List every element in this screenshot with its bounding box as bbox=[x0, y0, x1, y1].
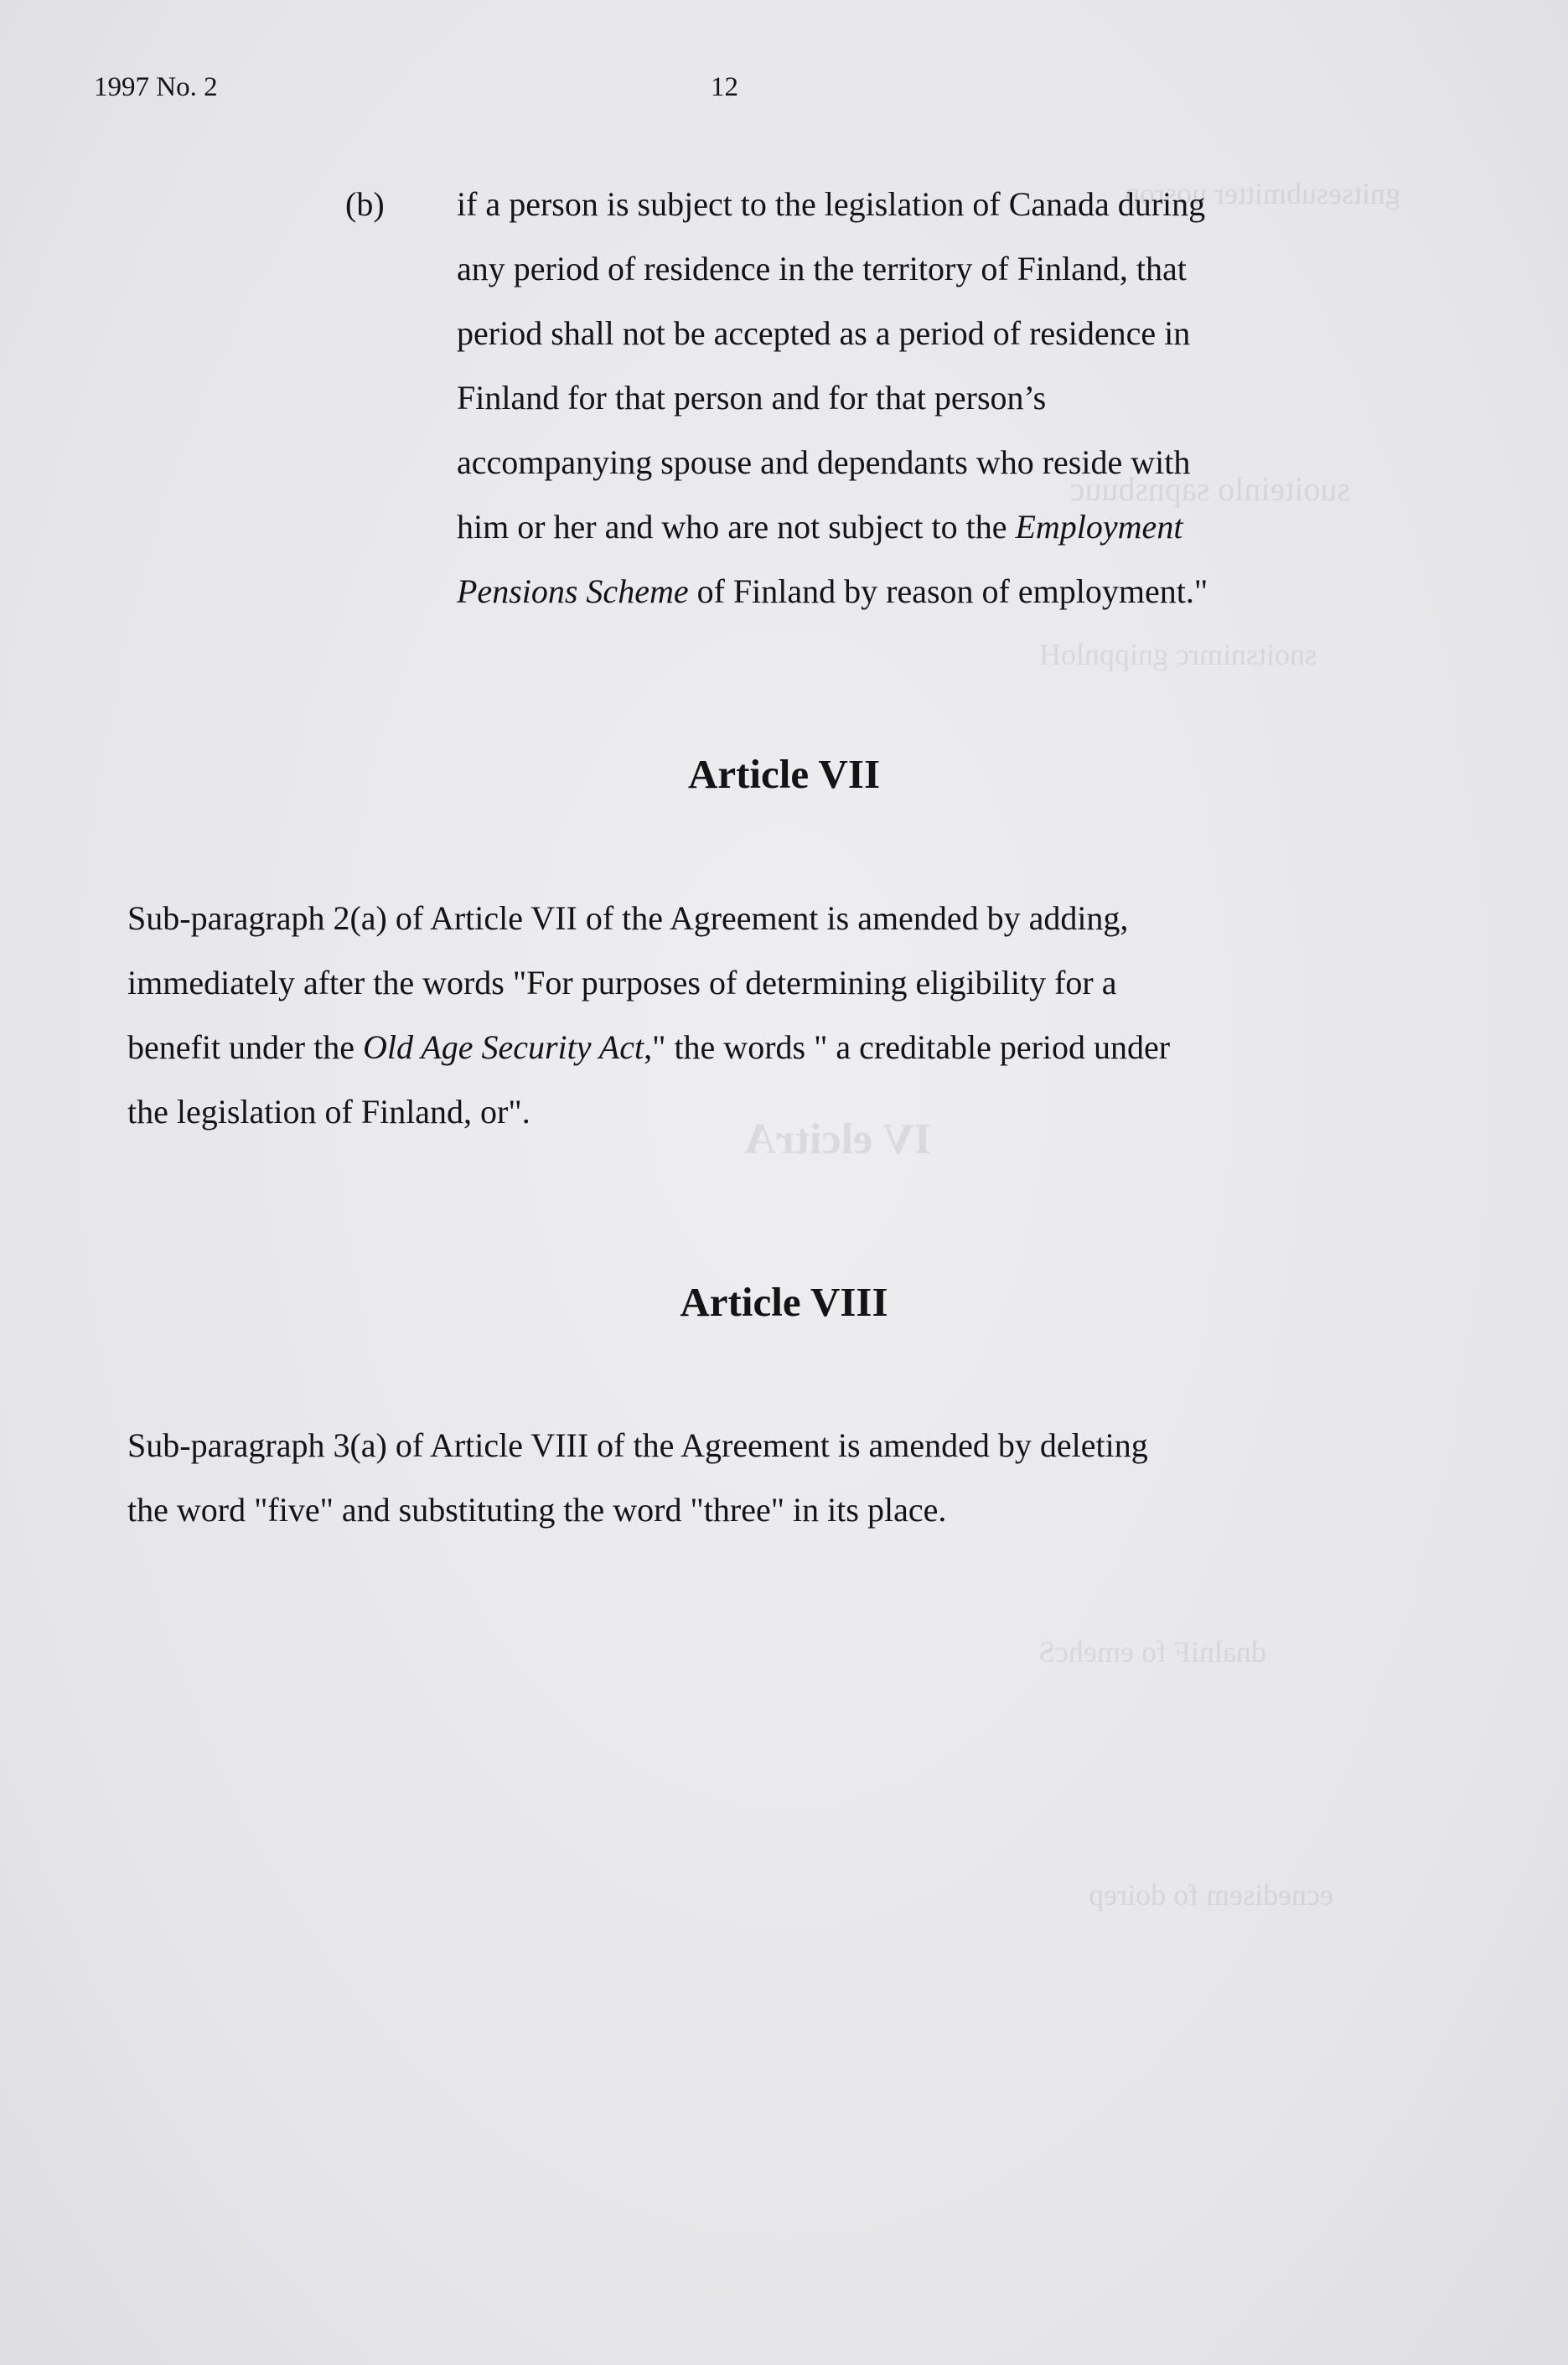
text-line bbox=[457, 494, 1379, 559]
text-run: ," the words " a creditable period under bbox=[644, 1028, 1171, 1066]
italic-title: Pensions Scheme bbox=[457, 572, 689, 610]
italic-title: Old Age Security Act bbox=[363, 1028, 644, 1066]
text-line: Sub-paragraph 3(a) of Article VIII of the Agreement is amended by deleting bbox=[127, 1426, 1148, 1464]
text-line: the word "five" and substituting the word "three" in its place. bbox=[127, 1491, 947, 1529]
text-line: period shall not be accepted as a period of residence in bbox=[457, 314, 1191, 352]
italic-title: Employment bbox=[1015, 508, 1183, 546]
text-line: Finland for that person and for that person’s bbox=[457, 379, 1047, 417]
text-line bbox=[457, 559, 1379, 624]
text-line bbox=[127, 1015, 1343, 1079]
text-line: any period of residence in the territory of Finland, that bbox=[457, 250, 1187, 287]
text-run: benefit under the bbox=[127, 1028, 363, 1066]
text-run: him or her and who are not subject to the bbox=[457, 508, 1016, 546]
document-reference: 1997 No. 2 bbox=[94, 72, 218, 102]
text-line: accompanying spouse and dependants who reside with bbox=[457, 443, 1191, 481]
text-line: if a person is subject to the legislation of Canada during bbox=[457, 185, 1206, 223]
subparagraph-text bbox=[457, 172, 1379, 624]
text-run: of Finland by reason of employment." bbox=[688, 572, 1208, 610]
text-line: Sub-paragraph 2(a) of Article VII of the Agreement is amended by adding, bbox=[127, 899, 1129, 937]
subparagraph-label: (b) bbox=[345, 185, 385, 223]
article-vii-paragraph bbox=[127, 886, 1343, 1144]
text-line: immediately after the words "For purposes of determining eligibility for a bbox=[127, 964, 1117, 1001]
article-viii-paragraph bbox=[127, 1413, 1343, 1542]
bleed-through-texture: gnitsesubmitter uosrop suoiteinlo sapnsbuuc snoitsnimrc gnippnloH IV elcitrA dnalniF fo emehcS ecnedisem fo doirep bbox=[744, 177, 1400, 1912]
page-number: 12 bbox=[711, 72, 738, 102]
article-viii-heading: Article VIII bbox=[680, 1279, 888, 1325]
text-line: the legislation of Finland, or". bbox=[127, 1093, 530, 1131]
article-vii-heading: Article VII bbox=[687, 751, 881, 797]
